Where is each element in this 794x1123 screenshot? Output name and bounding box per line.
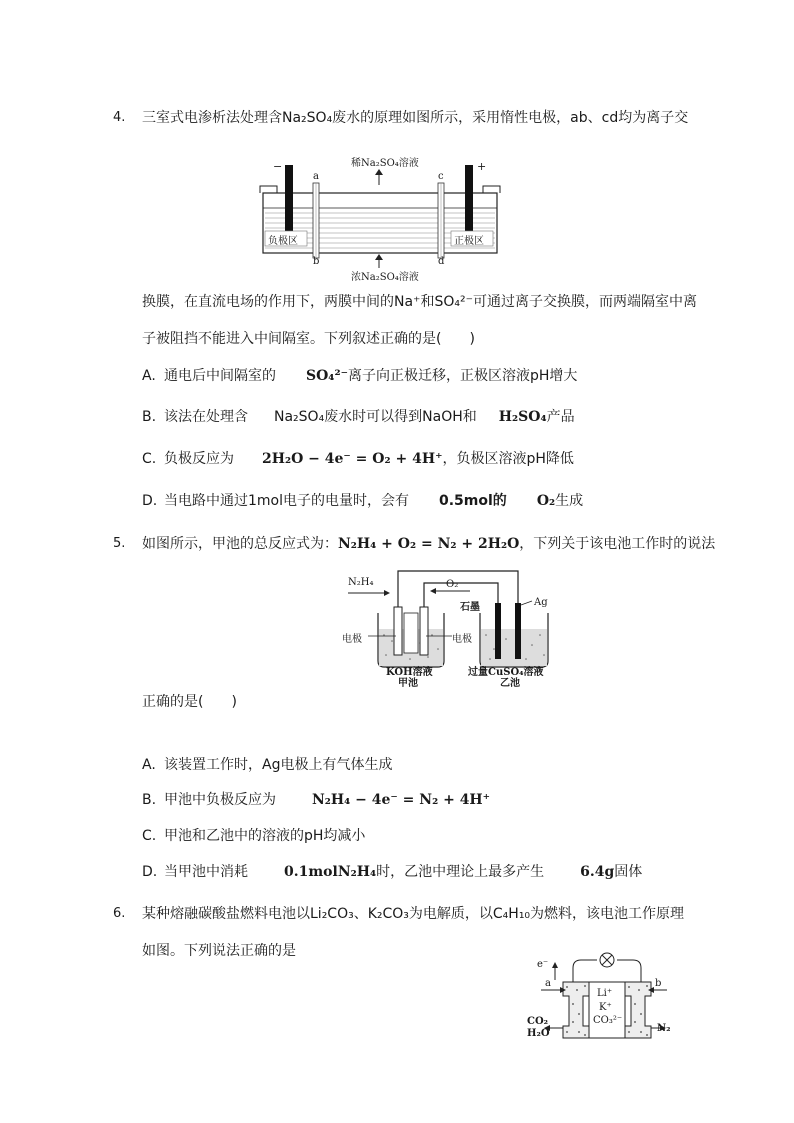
q6-stem-line1: 某种熔融碳酸盐燃料电池以Li₂CO₃、K₂CO₃为电解质，以C₄H₁₀为燃料，该电池工作原理 bbox=[142, 906, 685, 922]
option-text: 该装置工作时，Ag电极上有气体生成 bbox=[164, 757, 393, 773]
q5-electrode-right: 电极 bbox=[452, 634, 472, 645]
q4-pos-sign: + bbox=[477, 160, 487, 173]
q6-k-label: K⁺ bbox=[599, 1002, 612, 1013]
q4-option-b[interactable] bbox=[142, 407, 575, 427]
option-letter: C. bbox=[142, 451, 157, 467]
option-formula: Na₂SO₄ bbox=[274, 409, 325, 425]
option-text-post: 固体 bbox=[614, 864, 643, 880]
q6-stem-line2: 如图。下列说法正确的是 bbox=[142, 943, 296, 959]
option-letter: A. bbox=[142, 368, 156, 384]
option-text: 通电后中间隔室的 bbox=[164, 368, 276, 384]
option-letter: A. bbox=[142, 757, 156, 773]
q4-label-c: c bbox=[438, 171, 444, 182]
option-formula2: O₂ bbox=[536, 493, 556, 509]
option-letter: D. bbox=[142, 493, 158, 509]
q6-co3-label: CO₃²⁻ bbox=[593, 1015, 623, 1026]
q5-ag-label: Ag bbox=[534, 597, 548, 608]
q5-o2-label: O₂ bbox=[446, 579, 459, 590]
q4-stem-line3: 子被阻挡不能进入中间隔室。下列叙述正确的是( ) bbox=[142, 331, 475, 347]
q6-e-label: e⁻ bbox=[537, 959, 549, 970]
q6-n2-label: N₂ bbox=[657, 1023, 671, 1034]
option-letter: B. bbox=[142, 792, 157, 808]
q4-label-d: d bbox=[438, 256, 445, 267]
q4-neg-region: 负极区 bbox=[268, 236, 298, 247]
q5-electrode-left: 电极 bbox=[342, 634, 362, 645]
q4-bottom-label: 浓Na₂SO₄溶液 bbox=[351, 272, 419, 283]
option-letter: B. bbox=[142, 409, 157, 425]
option-text-mid: 废水时可以得到NaOH和 bbox=[324, 409, 477, 425]
option-formula: 0.5mol的 bbox=[439, 493, 507, 509]
q4-option-d[interactable] bbox=[142, 491, 583, 511]
q6-b-label: b bbox=[655, 978, 662, 989]
option-letter: D. bbox=[142, 864, 158, 880]
q4-neg-sign: − bbox=[273, 160, 283, 173]
q4-figure bbox=[255, 153, 505, 283]
option-text-post: 离子向正极迁移，正极区溶液pH增大 bbox=[347, 368, 578, 384]
q5-yi-label: 乙池 bbox=[500, 678, 520, 689]
q5-jia-label: 甲池 bbox=[398, 678, 418, 689]
option-text-post: 生成 bbox=[555, 493, 584, 509]
option-text: 当电路中通过1mol电子的电量时，会有 bbox=[164, 493, 409, 509]
q5-stem-formula: N₂H₄ + O₂ = N₂ + 2H₂O bbox=[338, 536, 520, 552]
option-formula: 0.1molN₂H₄ bbox=[284, 864, 377, 880]
option-text: 该法在处理含 bbox=[164, 409, 248, 425]
option-formula2: H₂SO₄ bbox=[498, 409, 547, 425]
q6-co2-label: CO₂ bbox=[527, 1016, 549, 1027]
option-formula: SO₄²⁻ bbox=[306, 368, 348, 384]
q5-stem-line2: 正确的是( ) bbox=[142, 694, 237, 710]
q4-stem-line1: 三室式电渗析法处理含Na₂SO₄废水的原理如图所示，采用惰性电极，ab、cd均为离子交 bbox=[142, 110, 689, 126]
q4-top-label: 稀Na₂SO₄溶液 bbox=[351, 158, 419, 169]
option-text: 当甲池中消耗 bbox=[164, 864, 248, 880]
q4-stem-line2: 换膜，在直流电场的作用下，两膜中间的Na⁺和SO₄²⁻可通过离子交换膜，而两端隔室中离 bbox=[142, 294, 697, 310]
q4-pos-region: 正极区 bbox=[454, 236, 484, 247]
q5-koh-label: KOH溶液 bbox=[386, 667, 433, 678]
q5-option-b[interactable] bbox=[142, 790, 490, 810]
q5-option-c[interactable] bbox=[142, 826, 365, 846]
q6-figure bbox=[527, 952, 677, 1044]
option-text-post: 产品 bbox=[546, 409, 575, 425]
q5-stem-post: ，下列关于该电池工作时的说法 bbox=[519, 536, 716, 552]
option-formula2: 6.4g bbox=[580, 864, 615, 880]
q6-a-label: a bbox=[545, 978, 551, 989]
q4-number: 4. bbox=[113, 110, 126, 125]
q5-number: 5. bbox=[113, 536, 126, 551]
option-text: 负极反应为 bbox=[164, 451, 234, 467]
q6-li-label: Li⁺ bbox=[597, 988, 613, 999]
q4-option-a[interactable] bbox=[142, 366, 577, 386]
q5-n2h4-label: N₂H₄ bbox=[348, 577, 374, 588]
q4-option-c[interactable] bbox=[142, 449, 574, 469]
option-text: 甲池和乙池中的溶液的pH均减小 bbox=[164, 828, 366, 844]
option-text-mid: 时，乙池中理论上最多产生 bbox=[376, 864, 545, 880]
q5-cuso4-label: 过量CuSO₄溶液 bbox=[468, 667, 544, 678]
q4-label-b: b bbox=[313, 256, 320, 267]
option-text: 甲池中负极反应为 bbox=[164, 792, 276, 808]
option-letter: C. bbox=[142, 828, 157, 844]
q5-option-d[interactable] bbox=[142, 862, 642, 882]
q5-graphite-label: 石墨 bbox=[460, 602, 480, 613]
q5-stem-pre: 如图所示，甲池的总反应式为： bbox=[142, 536, 338, 552]
q5-option-a[interactable] bbox=[142, 755, 392, 775]
option-formula: 2H₂O − 4e⁻ = O₂ + 4H⁺ bbox=[262, 451, 443, 467]
q4-label-a: a bbox=[313, 171, 319, 182]
q5-stem-line1 bbox=[142, 534, 715, 554]
q5-figure bbox=[340, 563, 570, 689]
q6-number: 6. bbox=[113, 906, 126, 921]
option-formula: N₂H₄ − 4e⁻ = N₂ + 4H⁺ bbox=[312, 792, 491, 808]
option-text-post: ，负极区溶液pH降低 bbox=[442, 451, 574, 467]
q6-h2o-label: H₂O bbox=[527, 1028, 550, 1039]
